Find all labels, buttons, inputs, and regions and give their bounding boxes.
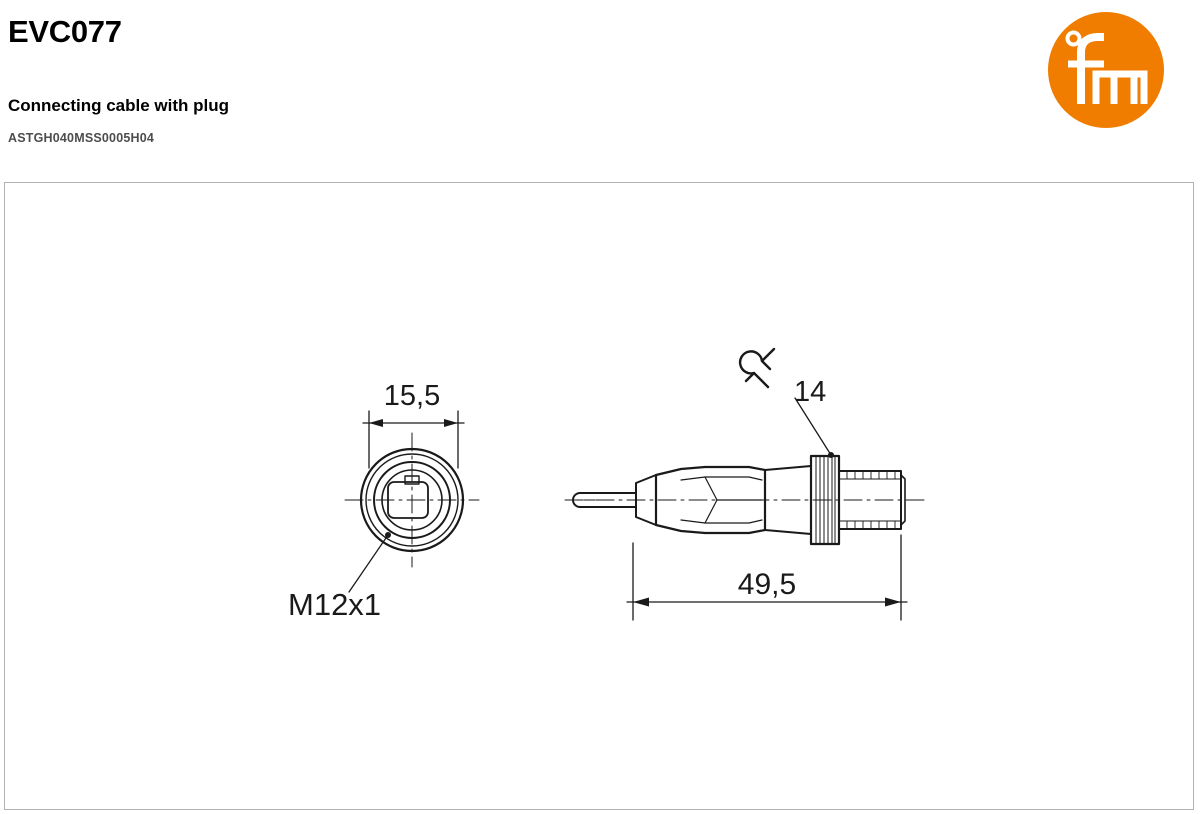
label-diameter-15-5: 15,5 [383,380,441,412]
dimension-diameter-15-5 [363,411,464,468]
page-header [0,0,1200,182]
technical-drawing-panel [4,182,1194,810]
product-description: Connecting cable with plug [8,96,229,115]
label-wrench-size-14: 14 [794,376,827,408]
product-order-code: ASTGH040MSS0005H04 [8,131,155,145]
page-title: EVC077 [8,14,122,49]
label-length-49-5: 49,5 [737,568,797,601]
ifm-logo-icon [1048,12,1164,128]
wrench-icon [740,349,774,387]
technical-drawing [5,183,1193,809]
leader-m12x1 [349,532,391,592]
front-view-centerlines [345,433,479,567]
label-thread-m12x1: M12x1 [288,587,382,622]
